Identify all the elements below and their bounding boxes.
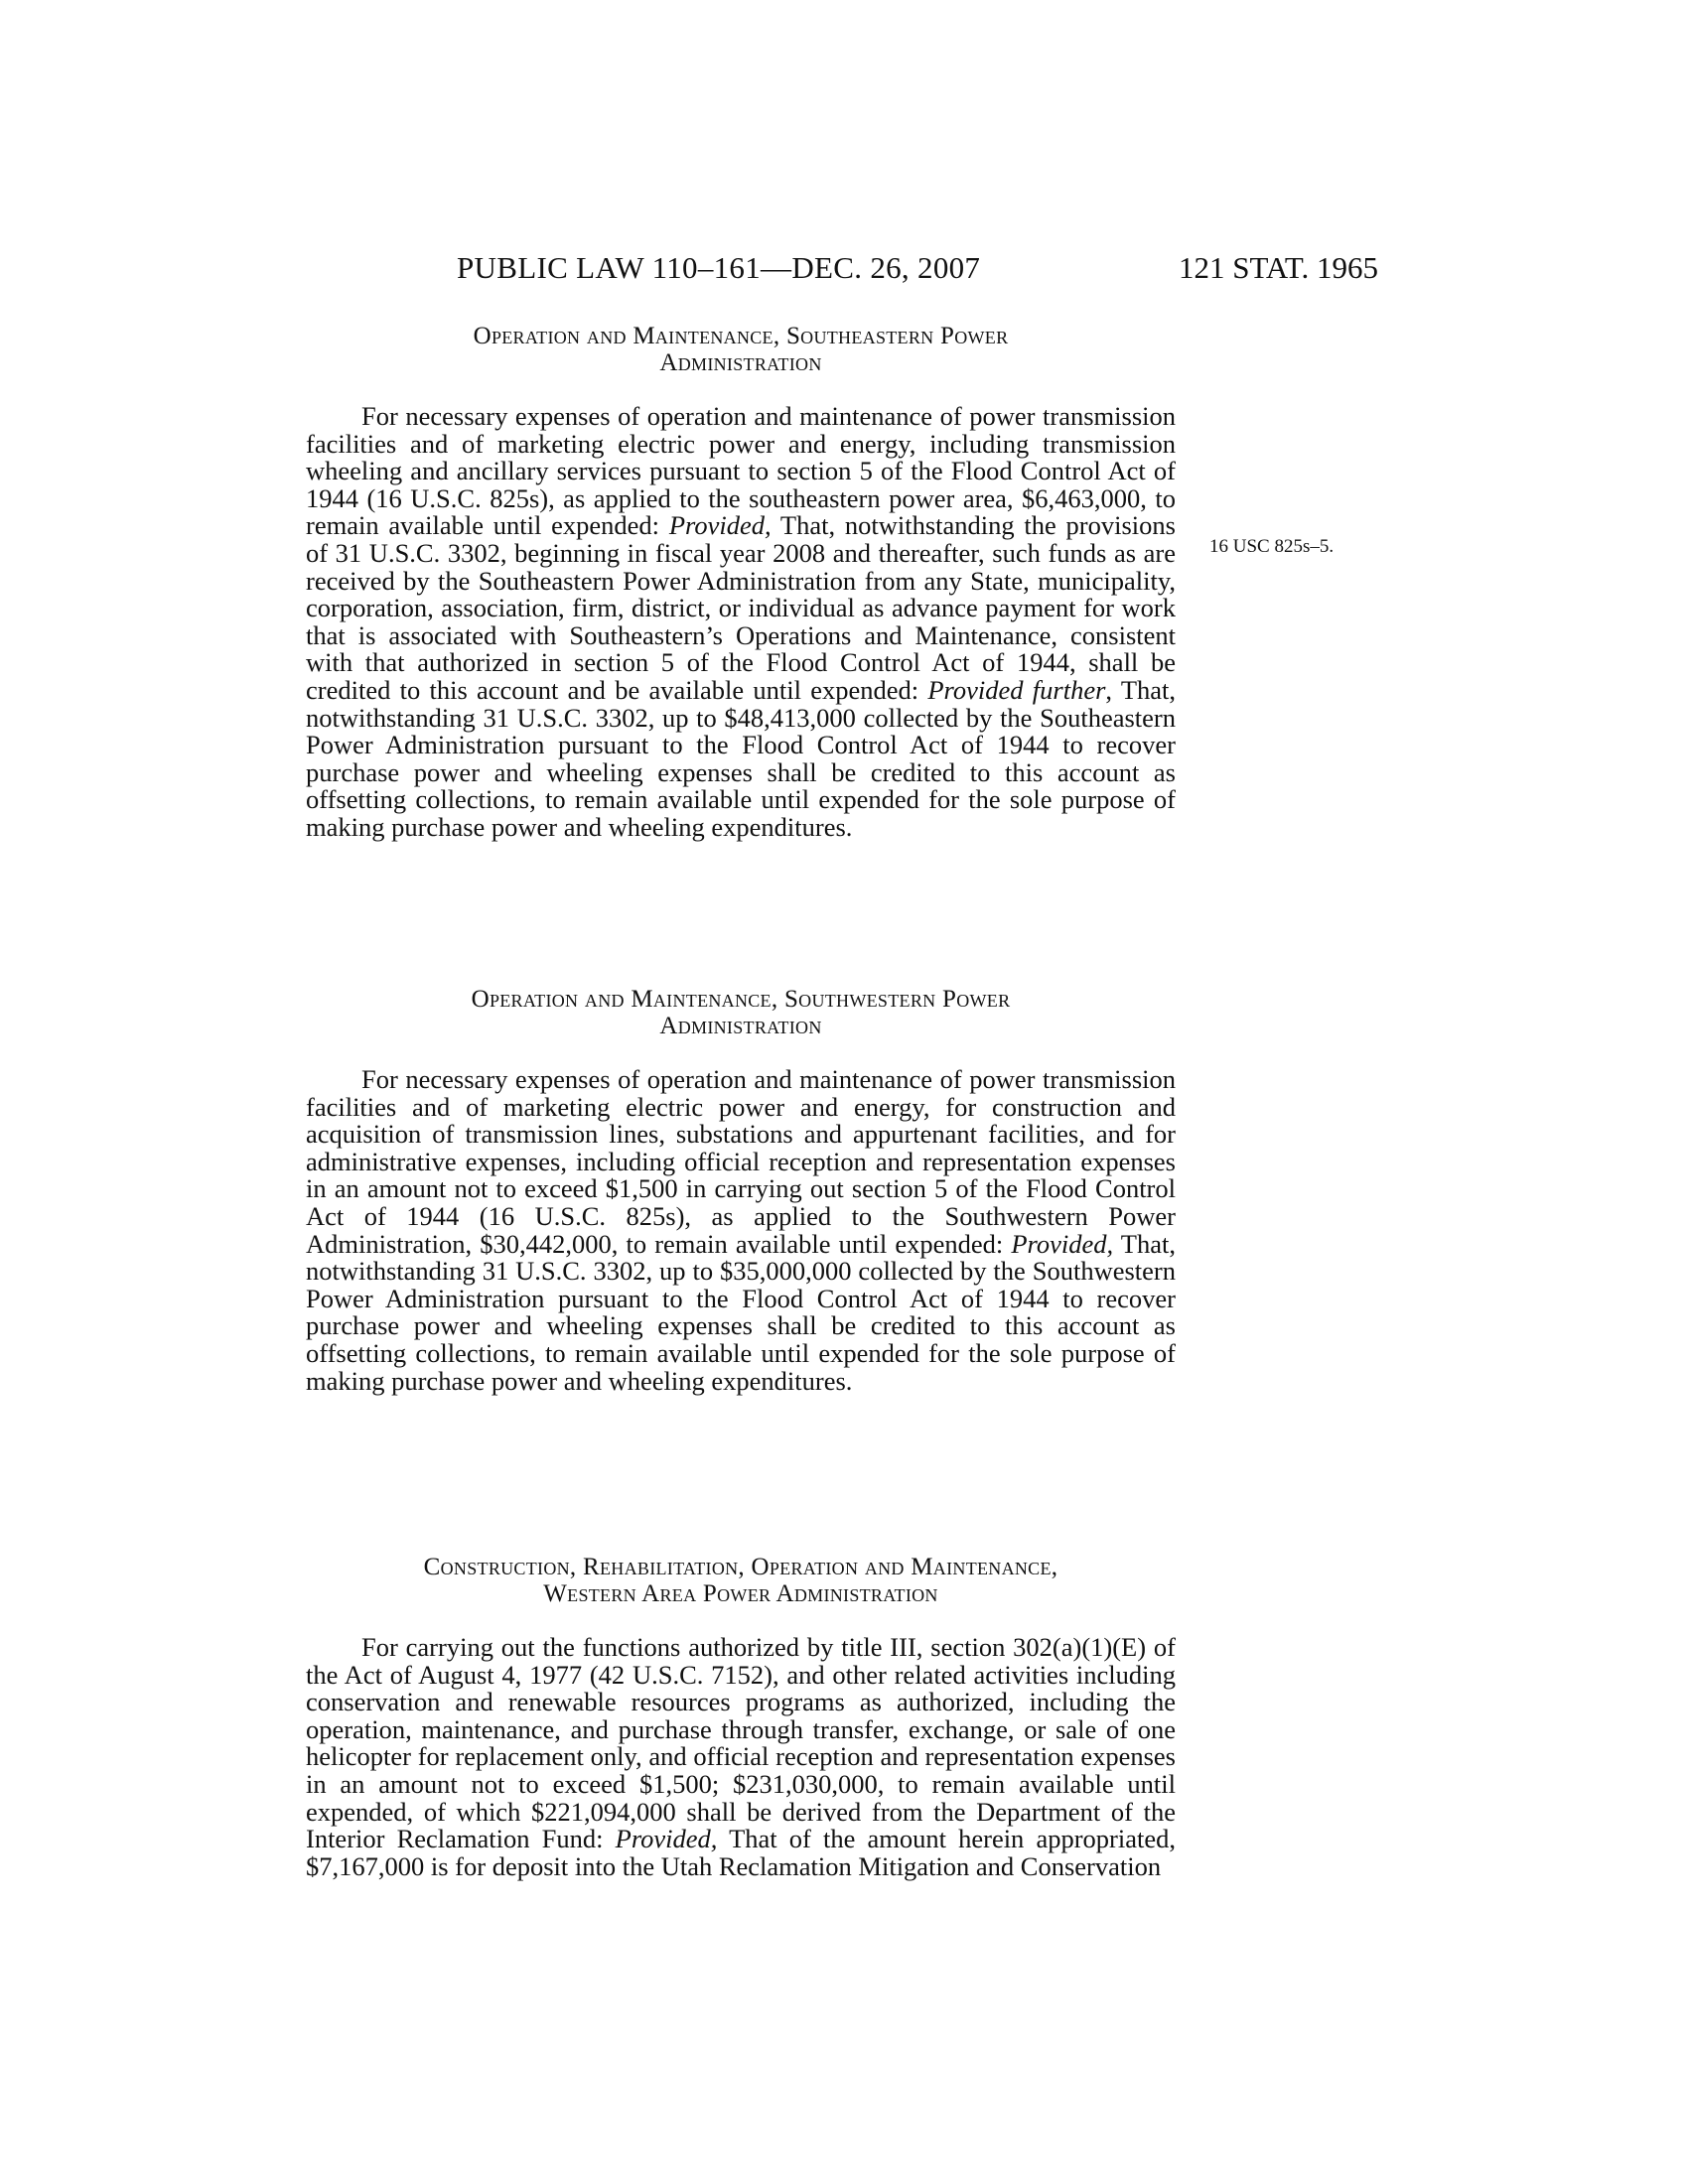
section-heading: [306, 986, 1176, 1039]
text-run: That of the amount herein appropriated, $7,167,000 is for deposit into the Utah Reclamation Mitigation and Conservation: [306, 1824, 1176, 1881]
text-run: For necessary expenses of operation and maintenance of power transmission facilities and of marketing electric power and energy, for construction and acquisition of transmission lines, substations and appurtenant facilities, and for administrative expenses, including official reception and representation expenses in an amount not to exceed $1,500 in carrying out section 5 of the Flood Control Act of 1944 (16 U.S.C. 825s), as applied to the Southwestern Power Administration, $30,442,000, to remain available until expended:: [306, 1064, 1176, 1259]
heading-line: Operation and Maintenance, Southeastern Power: [473, 323, 1009, 349]
stat-page-number: 121 STAT. 1965: [1178, 250, 1378, 285]
heading-line: Administration: [659, 349, 822, 376]
italic-run: Provided further: [927, 674, 1106, 705]
margin-citation: 16 USC 825s–5.: [1209, 536, 1335, 557]
heading-line: Administration: [659, 1013, 822, 1039]
section-paragraph: [306, 1066, 1176, 1395]
text-run: , That, notwithstanding 31 U.S.C. 3302, up to $48,413,000 collected by the Southeastern Power Administration pursuant to the Flood Control Act of 1944 to recover purchase power and wheeling expenses shall be credited to this account as offsetting collections, to remain available until expended for the sole purpose of making purchase power and wheeling expenditures.: [306, 674, 1176, 842]
section-southeastern: [306, 323, 1176, 868]
section-paragraph: [306, 403, 1176, 842]
text-run: That, notwithstanding the provisions of 31 U.S.C. 3302, beginning in fiscal year 2008 and thereafter, such funds as are received by the Southeastern Power Administration from any State, municipality, corporation, association, firm, district, or individual as advance payment for work that is associated with Southeastern’s Operations and Maintenance, consistent with that authorized in section 5 of the Flood Control Act of 1944, shall be credited to this account and be available until expended:: [306, 510, 1176, 705]
heading-line: Operation and Maintenance, Southwestern Power: [471, 986, 1011, 1013]
section-southwestern: [306, 986, 1176, 1422]
heading-line: Western Area Power Administration: [543, 1580, 938, 1607]
running-head: [306, 250, 1378, 290]
italic-run: Provided,: [668, 510, 772, 541]
section-western-area: [306, 1554, 1176, 1907]
section-paragraph: [306, 1634, 1176, 1880]
heading-line: Construction, Rehabilitation, Operation and Maintenance,: [423, 1554, 1058, 1580]
text-run: For necessary expenses of operation and maintenance of power transmission facilities and of marketing electric power and energy, including transmission wheeling and ancillary services pursuant to section 5 of the Flood Control Act of 1944 (16 U.S.C. 825s), as applied to the southeastern power area, $6,463,000, to remain available until expended:: [306, 401, 1176, 541]
law-title: PUBLIC LAW 110–161—DEC. 26, 2007: [457, 250, 981, 285]
text-run: For carrying out the functions authorized by title III, section 302(a)(1)(E) of the Act of August 4, 1977 (42 U.S.C. 7152), and other related activities including conservation and renewable resources programs as authorized, including the operation, maintenance, and purchase through transfer, exchange, or sale of one helicopter for replacement only, and official reception and representation expenses in an amount not to exceed $1,500; $231,030,000, to remain available until expended, of which $221,094,000 shall be derived from the Department of the Interior Reclamation Fund:: [306, 1632, 1176, 1854]
italic-run: Provided,: [1011, 1228, 1114, 1259]
text-run: That, notwithstanding 31 U.S.C. 3302, up to $35,000,000 collected by the Southwestern Power Administration pursuant to the Flood Control Act of 1944 to recover purchase power and wheeling expenses shall be credited to this account as offsetting collections, to remain available until expended for the sole purpose of making purchase power and wheeling expenditures.: [306, 1228, 1176, 1396]
section-heading: [306, 1554, 1176, 1607]
section-heading: [306, 323, 1176, 376]
italic-run: Provided,: [615, 1824, 718, 1854]
